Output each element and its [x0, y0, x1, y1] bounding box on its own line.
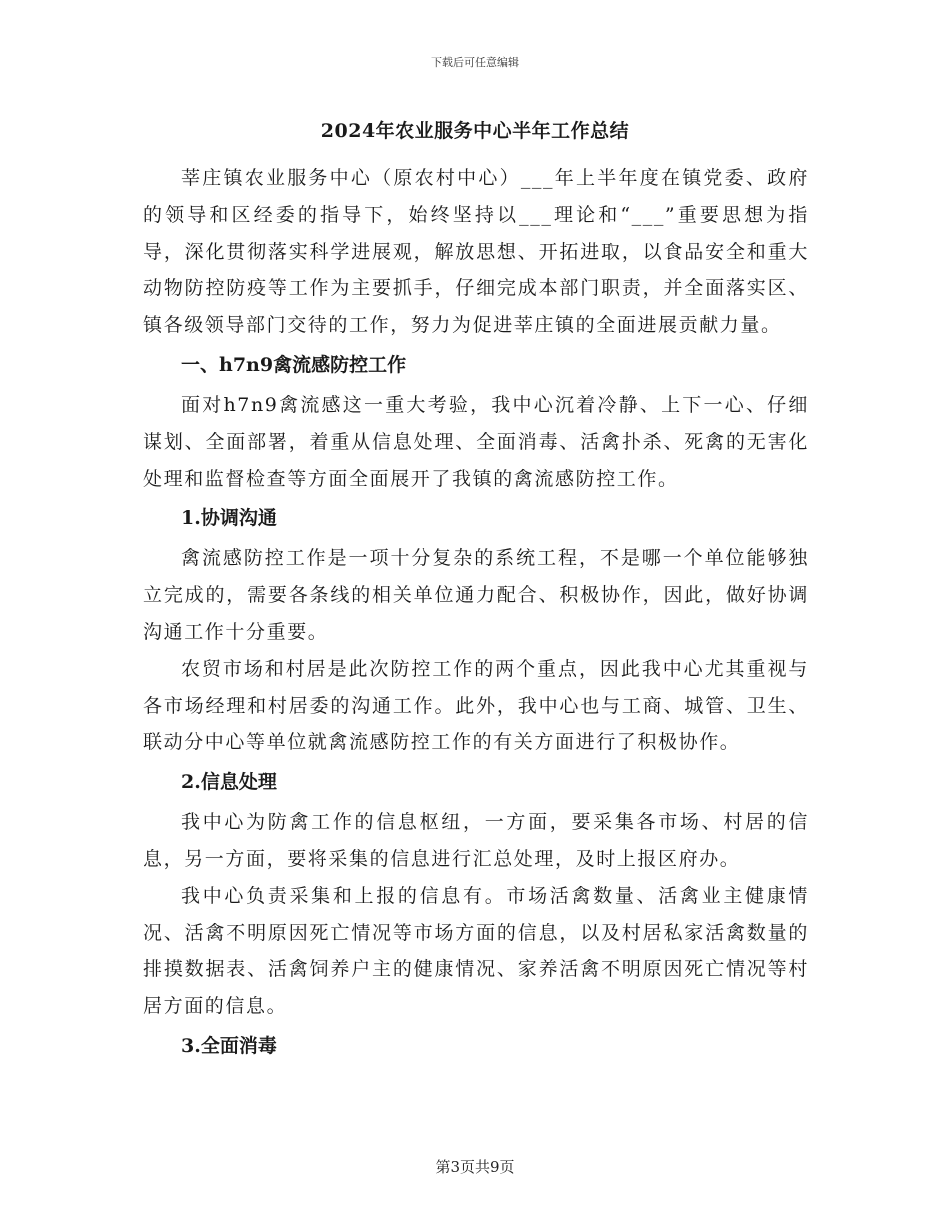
page-number: 第3页共9页: [435, 1158, 515, 1176]
document-title: 2024年农业服务中心半年工作总结: [320, 120, 630, 142]
section-heading: 一、h7n9禽流感防控工作: [181, 353, 407, 376]
subsection-heading: 2.信息处理: [181, 771, 277, 794]
section-paragraph: 面对h7n9禽流感这一重大考验，我中心沉着冷静、上下一心、仔细谋划、全面部署，着重从信息处理、全面消毒、活禽扑杀、死禽的无害化处理和监督检查等方面全面展开了我镇的禽流感防控工作。: [143, 393, 809, 490]
body-paragraph: 农贸市场和村居是此次防控工作的两个重点，因此我中心尤其重视与各市场经理和村居委的沟通工作。此外，我中心也与工商、城管、卫生、联动分中心等单位就禽流感防控工作的有关方面进行了积极协作。: [143, 657, 809, 754]
page-header: 下载后可任意编辑: [431, 56, 519, 69]
body-paragraph: 我中心负责采集和上报的信息有。市场活禽数量、活禽业主健康情况、活禽不明原因死亡情况等市场方面的信息，以及村居私家活禽数量的排摸数据表、活禽饲养户主的健康情况、家养活禽不明原因死亡情况等村居方面的信息。: [143, 884, 809, 1018]
subsection-heading: 1.协调沟通: [181, 507, 277, 530]
body-paragraph: 禽流感防控工作是一项十分复杂的系统工程，不是哪一个单位能够独立完成的，需要各条线的相关单位通力配合、积极协作，因此，做好协调沟通工作十分重要。: [143, 547, 809, 643]
subsection-heading: 3.全面消毒: [181, 1034, 277, 1057]
document-body: [143, 160, 809, 1068]
body-paragraph: 我中心为防禽工作的信息枢纽，一方面，要采集各市场、村居的信息，另一方面，要将采集的信息进行汇总处理，及时上报区府办。: [143, 811, 809, 870]
intro-paragraph: 莘庄镇农业服务中心（原农村中心）___年上半年度在镇党委、政府的领导和区经委的指导下，始终坚持以___理论和“___”重要思想为指导，深化贯彻落实科学进展观，解放思想、开拓进取，以食品安全和重大动物防控防疫等工作为主要抓手，仔细完成本部门职责，并全面落实区、镇各级领导部门交待的工作，努力为促进莘庄镇的全面进展贡献力量。: [143, 167, 809, 337]
